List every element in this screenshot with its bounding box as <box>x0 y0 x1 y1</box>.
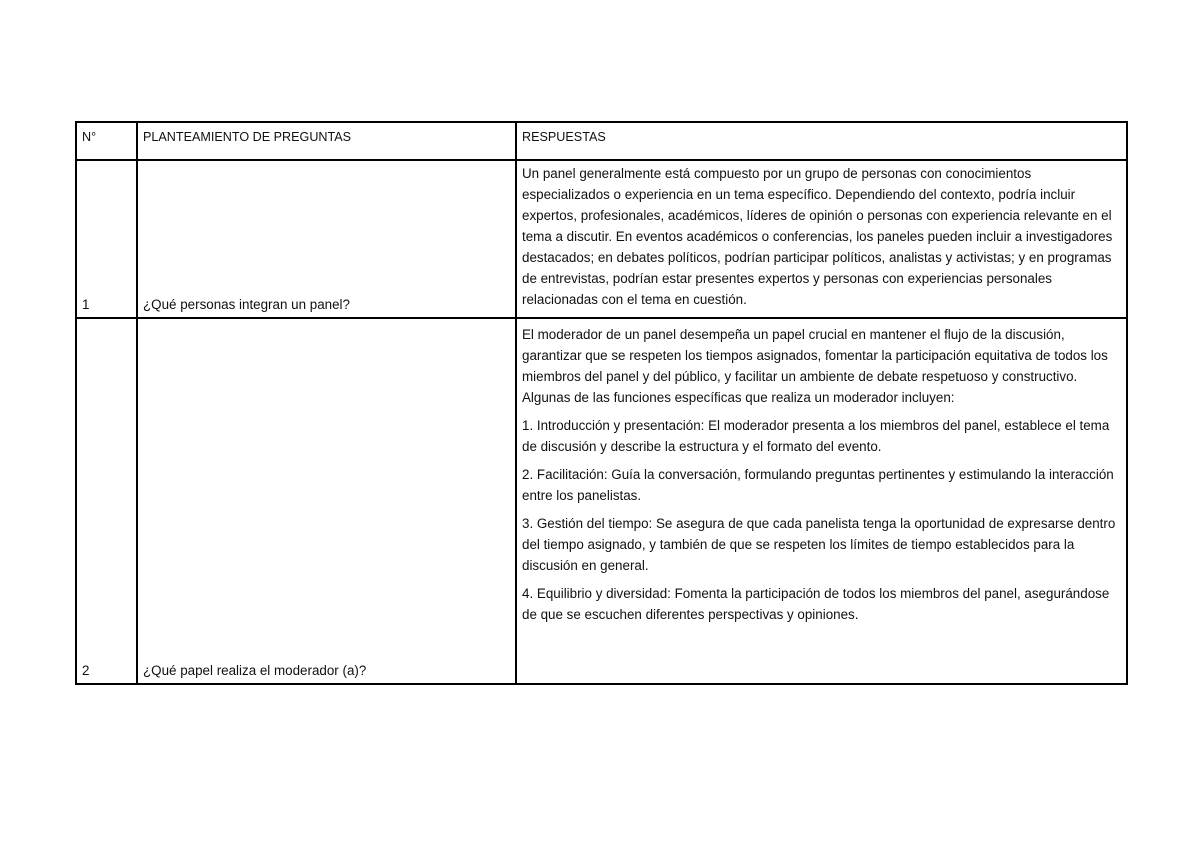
answer-cell <box>516 318 1127 684</box>
table-header-row <box>76 122 1127 160</box>
row-number: 1 <box>76 160 137 318</box>
table-row <box>76 318 1127 684</box>
header-number: N° <box>76 122 137 160</box>
answer-paragraph: 3. Gestión del tiempo: Se asegura de que cada panelista tenga la oportunidad de expresarse dentro del tiempo asignado, y también de que se respeten los límites de tiempo establecidos para la discusión en general. <box>522 516 1116 573</box>
header-answers: RESPUESTAS <box>516 122 1127 160</box>
answer-paragraph: 2. Facilitación: Guía la conversación, formulando preguntas pertinentes y estimulando la interacción entre los panelistas. <box>522 467 1114 503</box>
answer-paragraph: 4. Equilibrio y diversidad: Fomenta la participación de todos los miembros del panel, asegurándose de que se escuchen diferentes perspectivas y opiniones. <box>522 586 1110 622</box>
answer-paragraph: El moderador de un panel desempeña un papel crucial en mantener el flujo de la discusión, garantizar que se respeten los tiempos asignados, fomentar la participación equitativa de todos los miembros del panel y del público, y facilitar un ambiente de debate respetuoso y constructivo. Algunas de las funciones específicas que realiza un moderador incluyen: <box>522 327 1108 405</box>
question-text: ¿Qué papel realiza el moderador (a)? <box>137 318 516 684</box>
row-number: 2 <box>76 318 137 684</box>
answer-paragraph: Un panel generalmente está compuesto por un grupo de personas con conocimientos especializados o experiencia en un tema específico. Dependiendo del contexto, podría incluir expertos, profesionales, académicos, líderes de opinión o personas con experiencia relevante en el tema a discutir. En eventos académicos o conferencias, los paneles pueden incluir a investigadores destacados; en debates políticos, podrían participar políticos, analistas y activistas; y en programas de entrevistas, podrían estar presentes expertos y personas con experiencias personales relacionadas con el tema en cuestión. <box>522 166 1113 307</box>
answer-paragraph: 1. Introducción y presentación: El moderador presenta a los miembros del panel, establece el tema de discusión y describe la estructura y el formato del evento. <box>522 418 1110 454</box>
question-text: ¿Qué personas integran un panel? <box>137 160 516 318</box>
questions-answers-table <box>75 121 1128 685</box>
answer-cell <box>516 160 1127 318</box>
header-questions: PLANTEAMIENTO DE PREGUNTAS <box>137 122 516 160</box>
table-row <box>76 160 1127 318</box>
